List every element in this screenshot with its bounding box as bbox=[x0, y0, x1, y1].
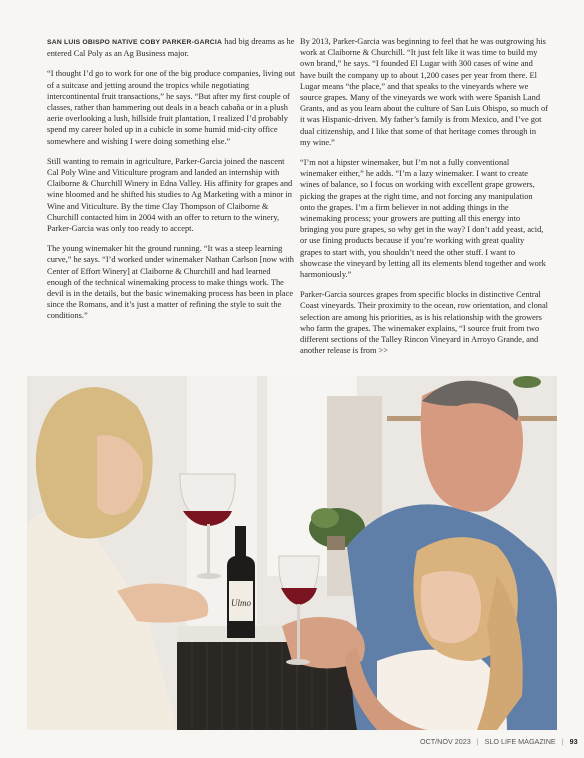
paragraph: The young winemaker hit the ground running. “It was a steep learning curve,” he says. “I’d worked under winemaker Nathan Carlson [now with Center of Effort Winery] at Claiborne & Churchill and had learned enough of the technical winemaking process to make things work. The devil is in the details, but the basic winemaking process has been in place since the Romans, and it’s just a matter of refining the style to suit the conditions.” bbox=[47, 244, 294, 321]
article-column-left bbox=[47, 36, 297, 331]
bottle-label: Ulmo bbox=[231, 598, 251, 608]
paragraph: Parker-Garcia sources grapes from specific blocks in distinctive Central Coast vineyards. Their proximity to the ocean, row orientation, and clonal selection are among his priorities, as is his relationship with the growers who farm the grapes. The winemaker explains, “I source fruit from two different sections of the Talley Rincon Vineyard in Arroyo Grande, and another release is from >> bbox=[300, 290, 549, 356]
magazine-name: SLO LIFE MAGAZINE bbox=[484, 737, 556, 746]
feature-photo bbox=[27, 376, 557, 730]
lead-in: SAN LUIS OBISPO NATIVE COBY PARKER-GARCIA bbox=[47, 39, 223, 46]
page-footer bbox=[420, 737, 578, 749]
footer-separator: | bbox=[476, 737, 479, 746]
footer-separator: | bbox=[561, 737, 564, 746]
article-column-right bbox=[300, 36, 548, 365]
photo-illustration bbox=[27, 376, 557, 730]
paragraph: By 2013, Parker-Garcia was beginning to feel that he was outgrowing his work at Claiborne & Churchill. “It just felt like it was time to build my own brand,” he says. “I founded El Lugar with 300 cases of wine and have built the company up to about 1,200 cases per year from there. El Lugar means “the place,” and that speaks to the vineyards where we source grapes. Many of the vineyards we work with were Spanish Land Grants, and as you learn about the culture of San Luis Obispo, so much of it was Hispanic-driven. My father’s family is from Mexico, and I’ve got dual citizenship, and I like that some of that heritage comes through in my wine.” bbox=[300, 37, 548, 147]
paragraph: “I thought I’d go to work for one of the big produce companies, living out of a suitcase and jetting around the tropics while negotiating intercontinental fruit transactions,” he says. “But after my first couple of classes, rather than hammering out deals in a beach cabaña or in a plush aerie overlooking a lush, hillside fruit plantation, I realized I’d probably spend my career holed up in a cubicle in some humid mid-city office somewhere and wishing I were doing something else.” bbox=[47, 69, 296, 146]
paragraph: Still wanting to remain in agriculture, Parker-Garcia joined the nascent Cal Poly Wine and Viticulture program and landed an internship with Claiborne & Churchill Winery in Edna Valley. His affinity for grapes and wine bloomed and he shifted his studies to Ag Marketing with a minor in Wine and Viticulture. By the time Clay Thompson of Claiborne & Churchill contacted him in 2004 with an offer to return to the winery, Parker-Garcia was only too ready to accept. bbox=[47, 156, 293, 234]
page-number: 93 bbox=[569, 737, 578, 746]
issue-date: OCT/NOV 2023 bbox=[420, 737, 471, 746]
paragraph-text: had big dreams as he entered Cal Poly as an Ag Business major. bbox=[47, 37, 295, 59]
paragraph: “I’m not a hipster winemaker, but I’m not a fully conventional winemaker either,” he adds. “I’m a lazy winemaker. I want to create wines of balance, so I focus on working with excellent grape growers, picking the grapes at the right time, and not forcing any manipulation onto the grapes. I’m a firm believer in not adding things in the winemaking process; your growers are putting all this energy into bringing you pure grapes, so why get in the way? I don’t add yeast, acid, or use fining products because if you’re working with great quality grapes to start with, you shouldn’t need the other stuff. I want to showcase the vineyard by letting all its elements blend together and work harmoniously.” bbox=[300, 158, 546, 280]
paragraph bbox=[47, 36, 297, 59]
